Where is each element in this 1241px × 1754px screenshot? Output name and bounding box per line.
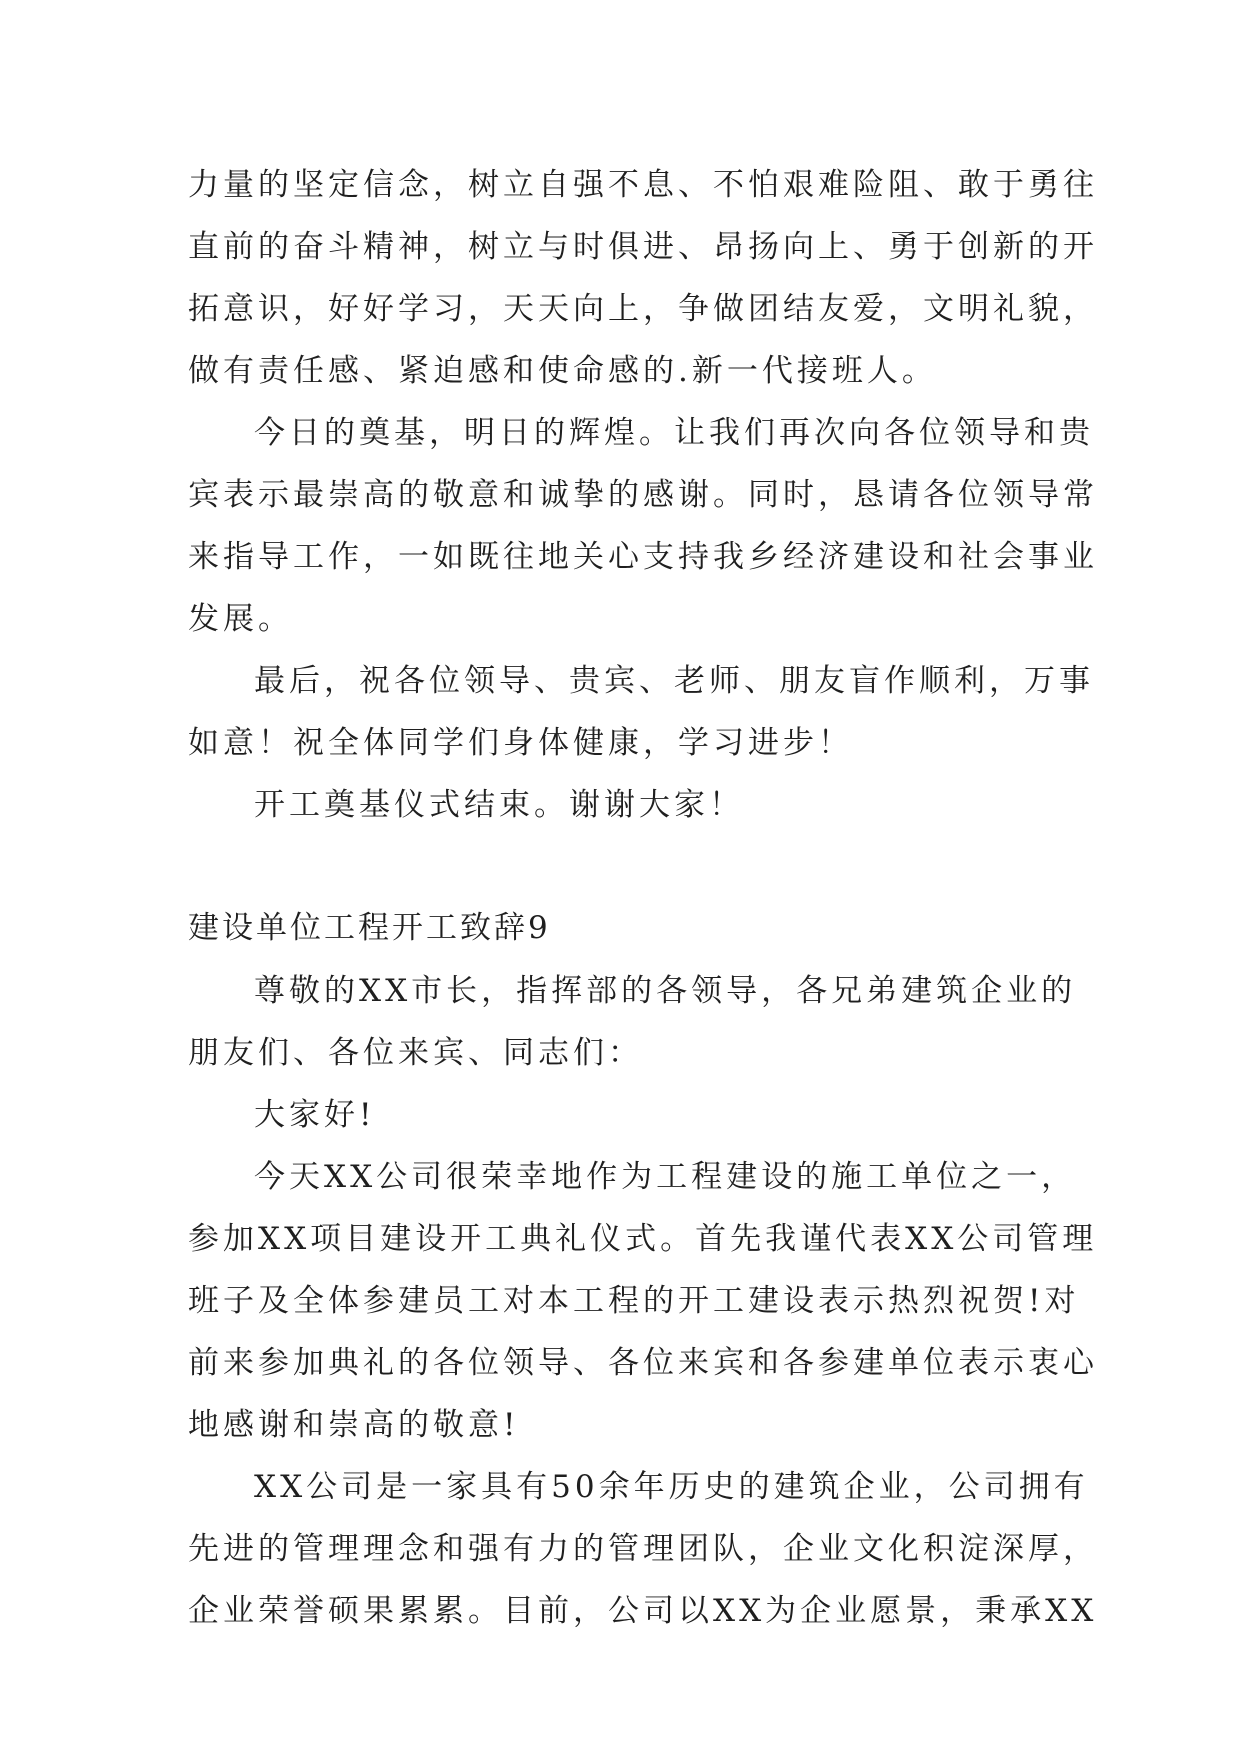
text-line: 最后，祝各位领导、贵宾、老师、朋友盲作顺利，万事 [254,663,1094,699]
text-line: 如意！祝全体同学们身体健康，学习进步！ [188,725,853,761]
text-line: 参加XX项目建设开工典礼仪式。首先我谨代表XX公司管理 [188,1221,1098,1257]
section-heading: 建设单位工程开工致辞9 [188,910,551,946]
text-line: 拓意识，好好学习，天天向上，争做团结友爱，文明礼貌， [188,291,1098,327]
text-line: 班子及全体参建员工对本工程的开工建设表示热烈祝贺!对 [188,1283,1080,1319]
text-line: 宾表示最崇高的敬意和诚挚的感谢。同时，恳请各位领导常 [188,477,1098,513]
text-line: 发展。 [188,601,293,637]
text-line: 直前的奋斗精神，树立与时俱进、昂扬向上、勇于创新的开 [188,229,1098,265]
text-line: 来指导工作，一如既往地关心支持我乡经济建设和社会事业 [188,539,1098,575]
text-line: 先进的管理理念和强有力的管理团队，企业文化积淀深厚， [188,1531,1098,1567]
text-line: 企业荣誉硕果累累。目前，公司以XX为企业愿景，秉承XX [188,1593,1098,1629]
text-line: 今日的奠基，明日的辉煌。让我们再次向各位领导和贵 [254,415,1094,451]
text-line: XX公司是一家具有50余年历史的建筑企业，公司拥有 [254,1469,1089,1505]
text-line: 力量的坚定信念，树立自强不息、不怕艰难险阻、敢于勇往 [188,167,1098,203]
text-line: 尊敬的XX市长，指挥部的各领导，各兄弟建筑企业的 [254,973,1077,1009]
text-line: 地感谢和崇高的敬意! [188,1407,520,1443]
text-line: 今天XX公司很荣幸地作为工程建设的施工单位之一， [254,1159,1077,1195]
text-line: 前来参加典礼的各位领导、各位来宾和各参建单位表示衷心 [188,1345,1098,1381]
text-line: 做有责任感、紧迫感和使命感的.新一代接班人。 [188,353,937,389]
text-line: 开工奠基仪式结束。谢谢大家！ [254,787,744,823]
text-line: 大家好! [254,1097,376,1133]
text-line: 朋友们、各位来宾、同志们： [188,1035,643,1071]
